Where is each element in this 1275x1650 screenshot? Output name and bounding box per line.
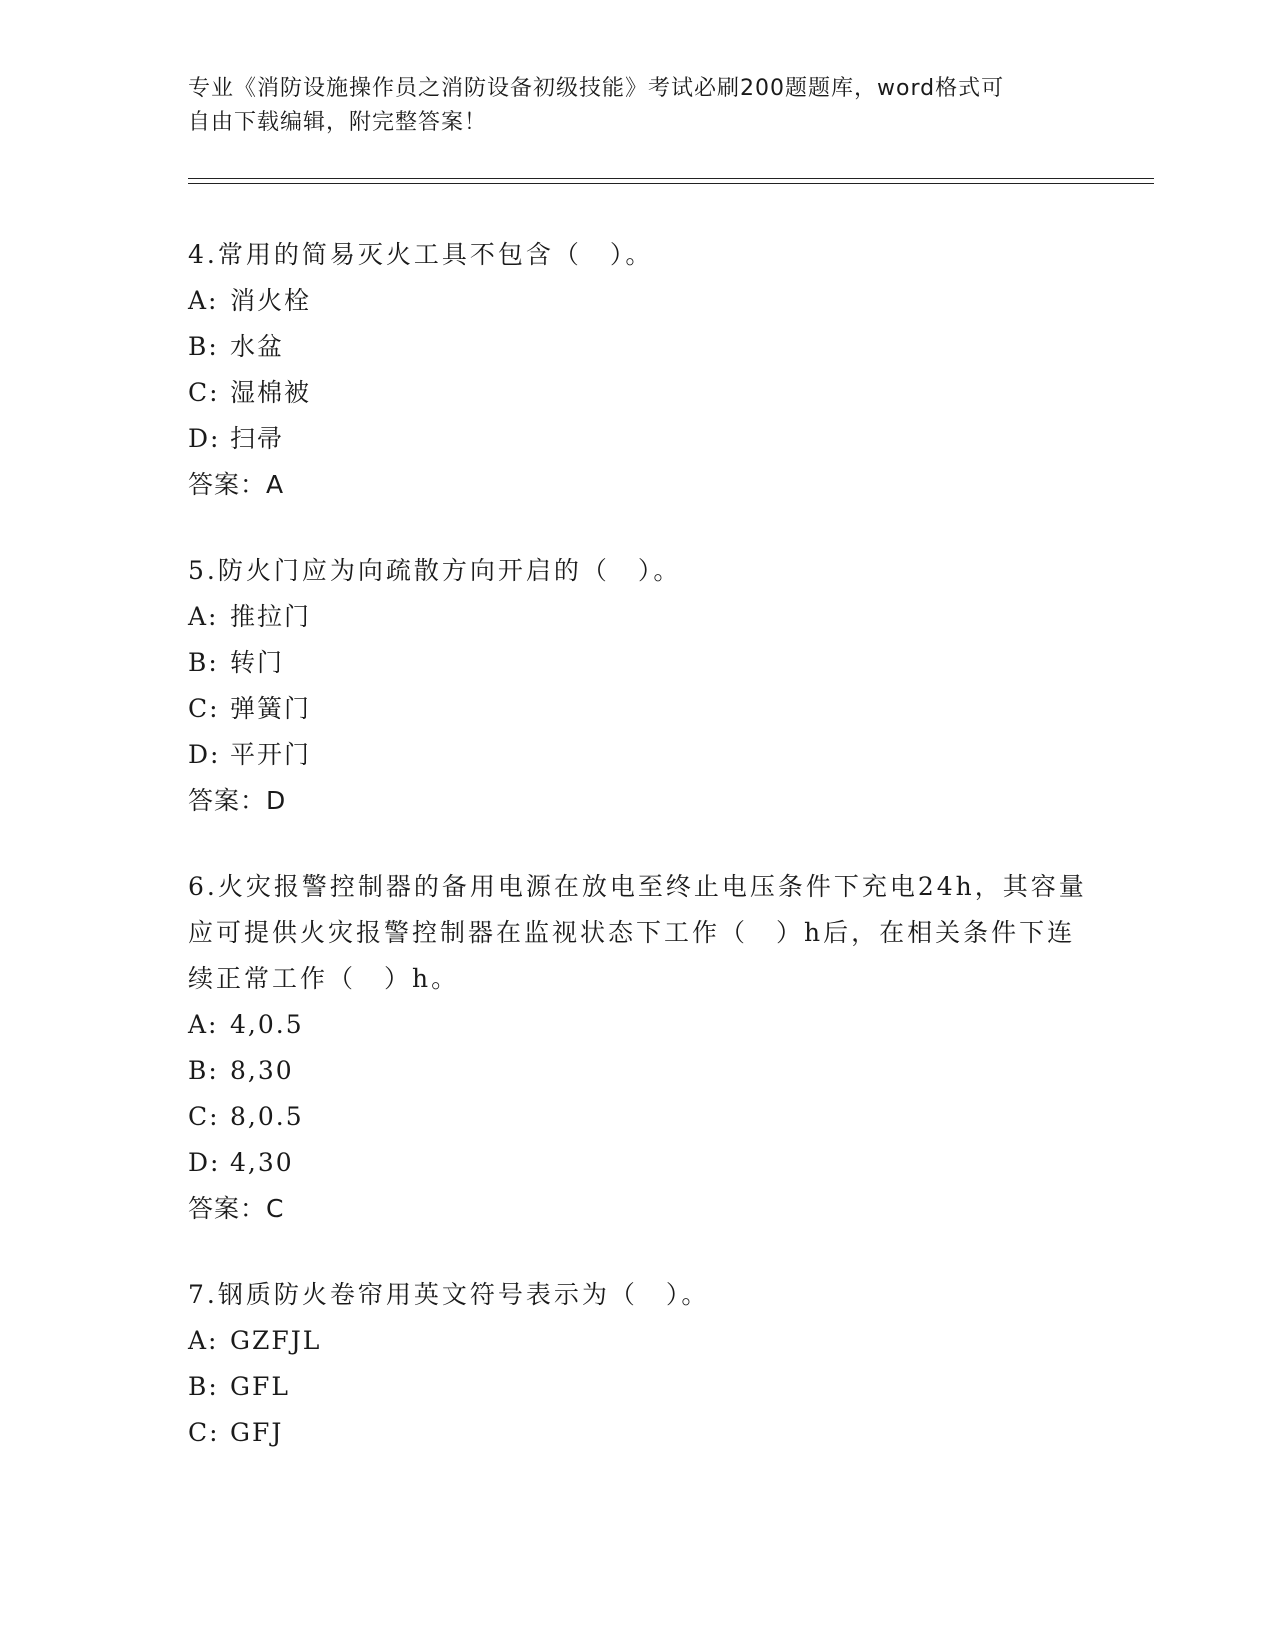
option-key: A:	[188, 1010, 219, 1039]
option-d	[188, 416, 1088, 462]
option-b	[188, 1364, 1088, 1410]
question-item	[188, 232, 1088, 508]
answer-line: 答案：D	[188, 786, 287, 815]
option-text: 4,30	[230, 1148, 294, 1177]
option-text: 消火栓	[230, 286, 312, 315]
option-key: D:	[188, 1148, 221, 1177]
option-text: 转门	[230, 648, 285, 677]
option-text: 扫帚	[230, 424, 285, 453]
option-c	[188, 1410, 1088, 1456]
option-key: A:	[188, 286, 219, 315]
option-key: B:	[188, 1372, 219, 1401]
option-key: A:	[188, 602, 219, 631]
option-text: 湿棉被	[230, 378, 312, 407]
option-b	[188, 640, 1088, 686]
question-stem: 6.火灾报警控制器的备用电源在放电至终止电压条件下充电24h，其容量应可提供火灾报警控制器在监视状态下工作（ ）h后，在相关条件下连续正常工作（ ）h。	[188, 872, 1087, 993]
option-key: A:	[188, 1326, 219, 1355]
question-item	[188, 1272, 1088, 1456]
document-header	[188, 72, 1088, 140]
option-key: B:	[188, 648, 219, 677]
option-key: B:	[188, 1056, 219, 1085]
question-stem: 5.防火门应为向疏散方向开启的（ ）。	[188, 556, 682, 585]
option-a	[188, 1318, 1088, 1364]
header-line-1: 专业《消防设施操作员之消防设备初级技能》考试必刷200题题库，word格式可	[188, 76, 1005, 101]
option-text: GFL	[230, 1372, 290, 1401]
option-c	[188, 686, 1088, 732]
question-item	[188, 548, 1088, 824]
answer-line: 答案：A	[188, 470, 285, 499]
option-d	[188, 1140, 1088, 1186]
option-b	[188, 1048, 1088, 1094]
question-list	[188, 232, 1088, 1496]
option-a	[188, 278, 1088, 324]
question-stem: 4.常用的简易灭火工具不包含（ ）。	[188, 240, 654, 269]
option-text: 平开门	[230, 740, 312, 769]
option-text: GFJ	[230, 1418, 284, 1447]
option-c	[188, 370, 1088, 416]
option-key: C:	[188, 694, 220, 723]
option-a	[188, 594, 1088, 640]
option-key: D:	[188, 424, 221, 453]
option-text: GZFJL	[230, 1326, 322, 1355]
answer-line: 答案：C	[188, 1194, 285, 1223]
question-stem: 7.钢质防火卷帘用英文符号表示为（ ）。	[188, 1280, 710, 1309]
option-text: 8,30	[230, 1056, 294, 1085]
header-line-2: 自由下载编辑，附完整答案！	[188, 110, 488, 135]
question-item	[188, 864, 1088, 1232]
option-d	[188, 732, 1088, 778]
option-key: C:	[188, 378, 220, 407]
option-key: D:	[188, 740, 221, 769]
option-text: 弹簧门	[230, 694, 312, 723]
option-text: 4,0.5	[230, 1010, 304, 1039]
option-text: 推拉门	[230, 602, 312, 631]
option-b	[188, 324, 1088, 370]
header-divider-top	[188, 178, 1154, 179]
option-text: 8,0.5	[230, 1102, 304, 1131]
option-a	[188, 1002, 1088, 1048]
option-text: 水盆	[230, 332, 285, 361]
header-divider-bottom	[188, 183, 1154, 184]
option-key: B:	[188, 332, 219, 361]
option-key: C:	[188, 1102, 220, 1131]
option-c	[188, 1094, 1088, 1140]
option-key: C:	[188, 1418, 220, 1447]
